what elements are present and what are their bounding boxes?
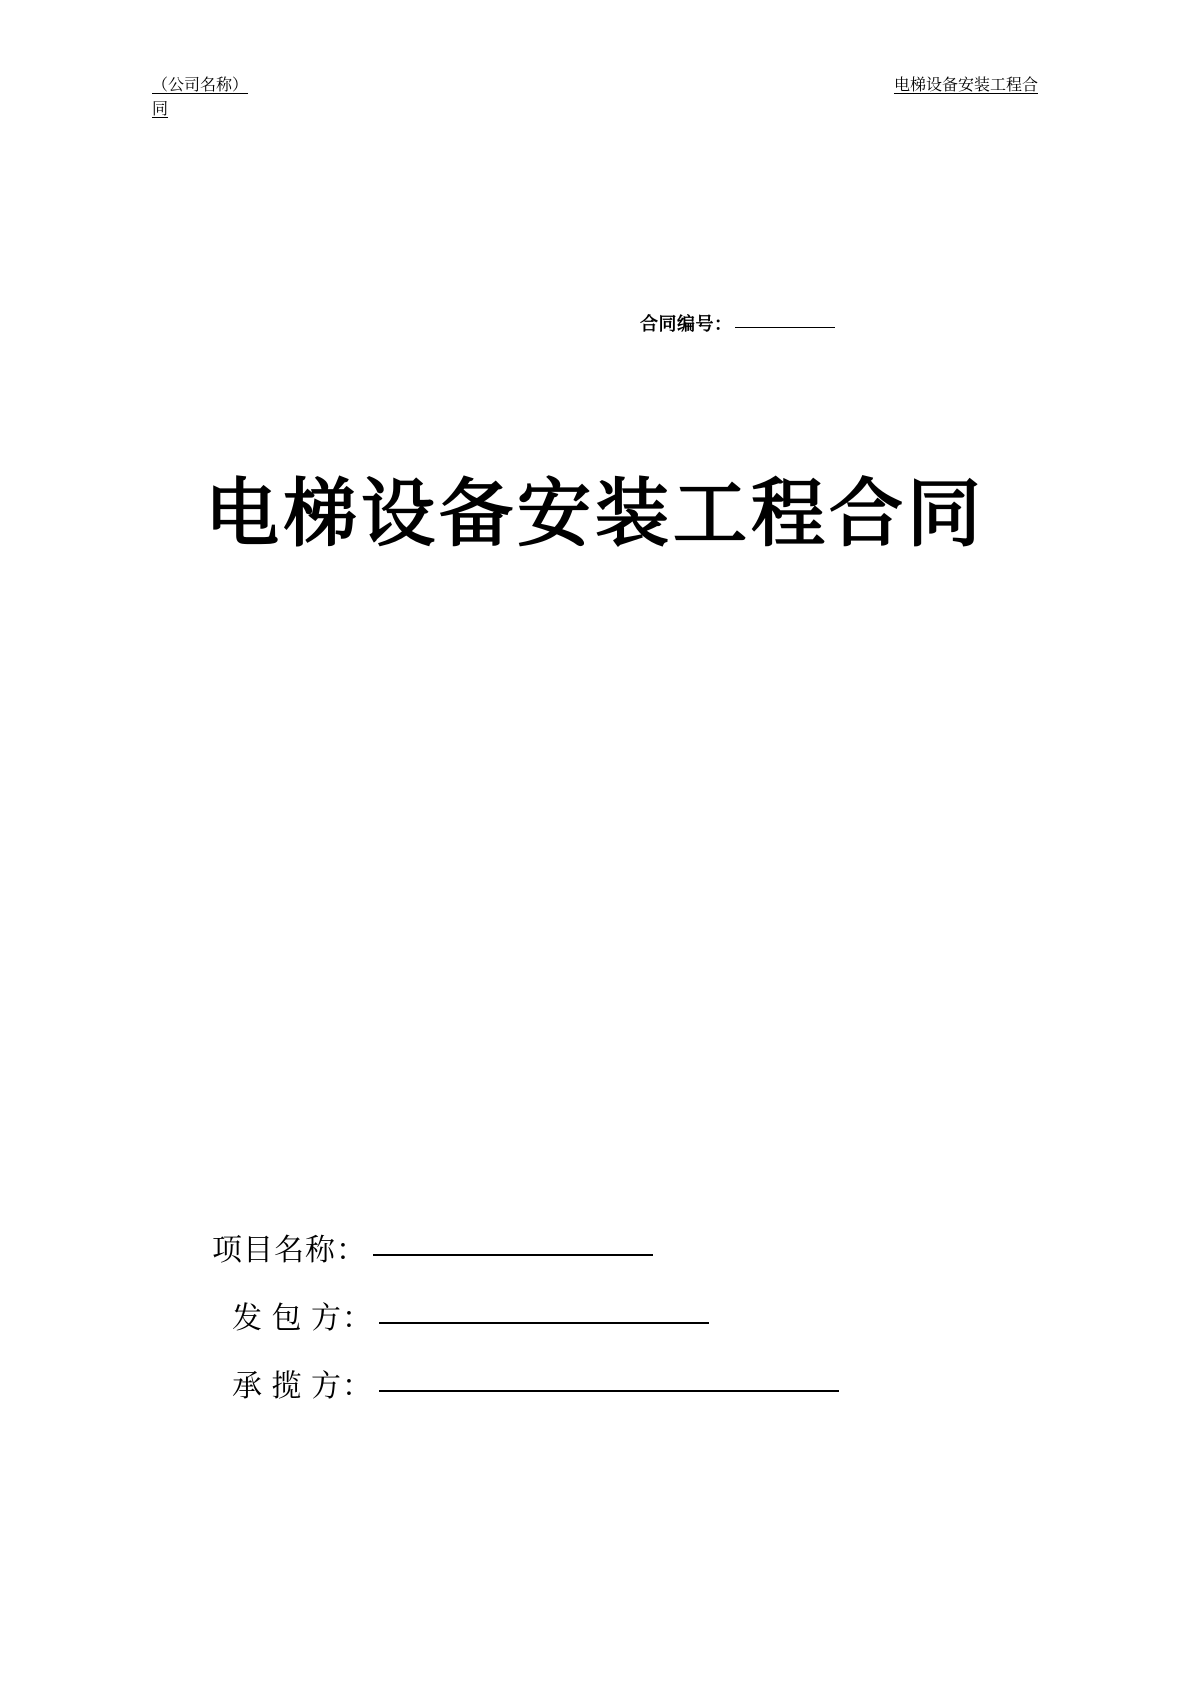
running-header-row: [152, 74, 1038, 97]
contract-number-label: 合同编号：: [640, 314, 733, 334]
signature-fields: [212, 1225, 1012, 1429]
contract-number-blank[interactable]: [735, 327, 835, 328]
field-employer-input[interactable]: [379, 1321, 709, 1324]
field-contractor-input[interactable]: [379, 1389, 839, 1392]
field-employer-label: 发 包 方：: [232, 1302, 373, 1335]
page-title: 电梯设备安装工程合同: [205, 474, 985, 556]
field-contractor-label: 承 揽 方：: [232, 1370, 373, 1403]
header-document-name: 电梯设备安装工程合: [893, 77, 1038, 94]
header-document-name-wrap: 同: [152, 101, 169, 119]
field-project-name: [212, 1225, 1012, 1269]
field-contractor: [212, 1361, 1012, 1405]
contract-number-line: [640, 310, 835, 336]
field-employer: [212, 1293, 1012, 1337]
field-project-name-input[interactable]: [373, 1253, 653, 1256]
running-header: [152, 74, 1038, 121]
field-project-name-label: 项目名称：: [212, 1234, 367, 1267]
header-company-name: （公司名称）: [152, 77, 249, 94]
